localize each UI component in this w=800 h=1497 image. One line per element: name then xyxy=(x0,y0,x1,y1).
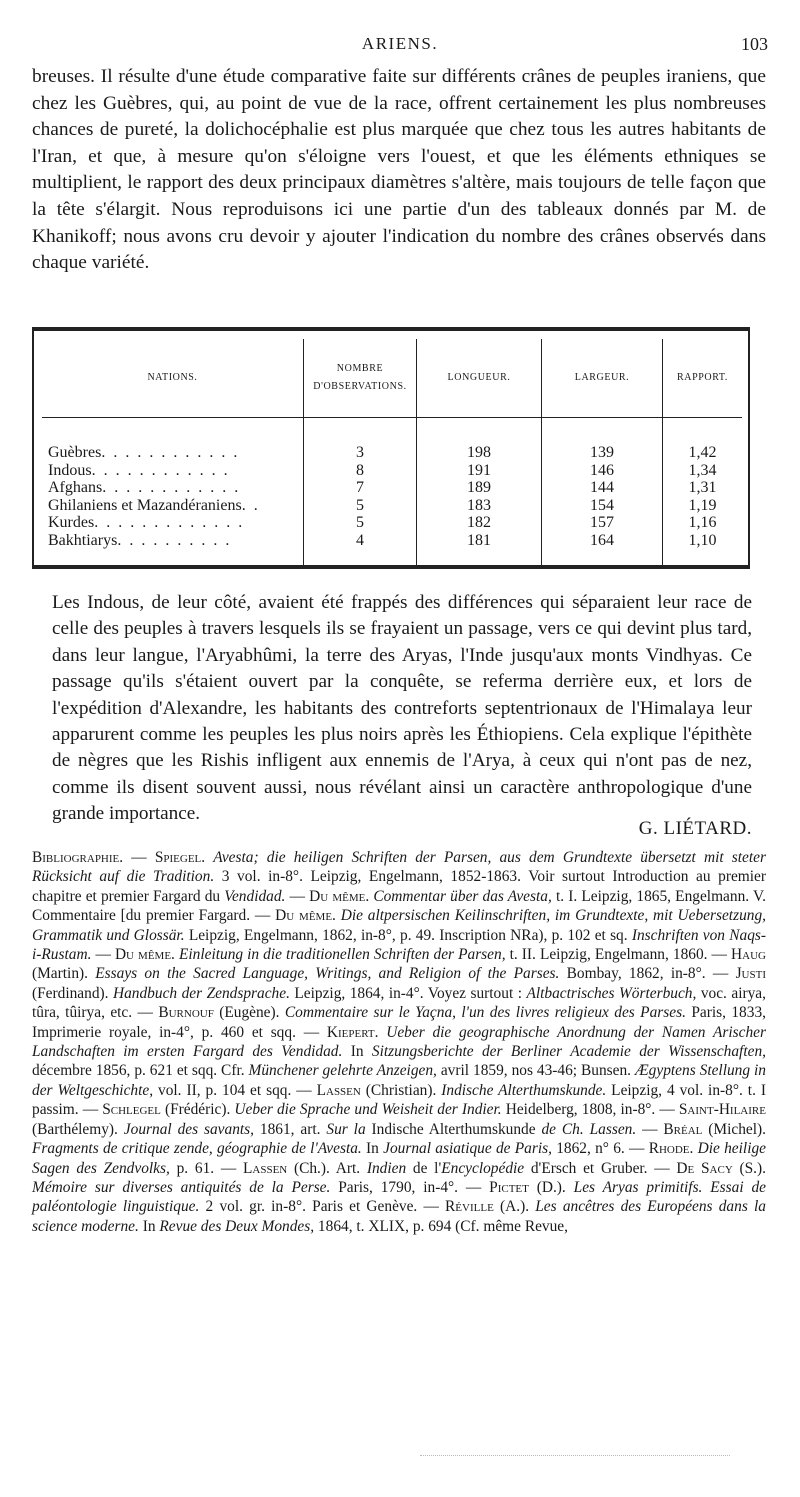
observations-value: 5 xyxy=(356,496,364,514)
bibliography-title: Handbuch der Zendsprache. xyxy=(112,984,290,1002)
column-largeur xyxy=(542,418,663,566)
bibliography-title: Les ancêtres des Européens dans la science moderne. xyxy=(32,1198,766,1235)
bibliography-author: Bréal xyxy=(663,1120,703,1138)
bibliography-text: In xyxy=(342,1043,372,1061)
nation-name: Ghilaniens et Mazandéraniens xyxy=(48,496,242,514)
bibliography-author: Rhode. xyxy=(648,1140,694,1158)
bibliography-text: (Michel). xyxy=(702,1120,766,1138)
rapport-value: 1,19 xyxy=(688,496,717,514)
rapport-value: 1,16 xyxy=(688,514,717,531)
bibliography-title: Altbactrisches Wörterbuch, xyxy=(526,984,697,1002)
bibliography-title: Mémoire sur diverses antiquités de la Perse. xyxy=(32,1178,331,1196)
bibliography-text: t. II. Leipzig, Engelmann, 1860. — xyxy=(505,946,732,964)
bibliography-author: Lassen xyxy=(242,1159,288,1177)
largeur-value: 157 xyxy=(590,514,614,531)
bibliography-text: (Christian). xyxy=(360,1081,442,1099)
nation-row xyxy=(48,444,302,462)
bibliography-author: Du même. xyxy=(309,887,370,905)
bibliography-author: Saint-Hilaire xyxy=(678,1101,766,1119)
page-header xyxy=(32,34,768,58)
nation-row xyxy=(48,514,302,532)
bibliography-title: Ueber die Sprache und Weisheit der Indier. xyxy=(234,1101,502,1119)
running-title: ARIENS. xyxy=(361,34,439,53)
bibliography-text: d'Ersch et Gruber. — xyxy=(524,1159,677,1177)
bibliography-author: Schlegel xyxy=(102,1101,161,1119)
bibliography-text: 1862, n° 6. — xyxy=(551,1140,649,1158)
longueur-value: 191 xyxy=(467,461,491,479)
bibliography-text: (Martin). xyxy=(32,965,96,983)
header-observations-line1: NOMBRE xyxy=(336,363,384,374)
bibliography-text: (Eugène). xyxy=(213,1004,285,1022)
bibliography-author: Burnouf xyxy=(158,1004,214,1022)
bibliography-text: de l' xyxy=(406,1159,442,1177)
bibliography-text: Indische Alterthumskunde xyxy=(365,1120,542,1138)
bibliography-author: Kiepert. xyxy=(326,1023,379,1041)
bibliography-title: Journal des savants, xyxy=(123,1120,254,1138)
rapport-value: 1,42 xyxy=(688,444,717,461)
bibliography-text: (A.). xyxy=(493,1198,536,1216)
bibliography-author: Haug xyxy=(731,946,766,964)
rapport-value: 1,31 xyxy=(688,479,717,496)
header-longueur: LONGUEUR. xyxy=(417,339,542,418)
bottom-bleed-line xyxy=(420,1455,730,1457)
bibliography-text: 1861, art. xyxy=(254,1120,327,1138)
bibliography-title: Ægyptens Stellung in der Weltgeschichte, xyxy=(32,1062,766,1099)
nation-name: Guèbres xyxy=(48,444,102,461)
column-nations xyxy=(42,418,304,566)
bibliography-text: In xyxy=(138,1217,160,1235)
nation-name: Kurdes xyxy=(48,514,95,531)
bibliography-title: de Ch. Lassen. xyxy=(541,1120,637,1138)
bibliography-title: Commentaire sur le Yaçna, l'un des livres religieux des Parses. xyxy=(284,1004,686,1022)
bibliography-title: Indien xyxy=(366,1159,407,1177)
rapport-value: 1,10 xyxy=(688,531,717,549)
bibliography-text: — xyxy=(123,849,155,866)
nation-row xyxy=(48,497,302,515)
bibliography-title: Revue des Deux Mondes, xyxy=(159,1217,315,1235)
header-largeur: LARGEUR. xyxy=(542,339,663,418)
bibliography-title: Inschriften von Naqs-i-Rustam. xyxy=(32,926,766,964)
bibliography-text: (Ch.). Art. xyxy=(287,1159,367,1177)
column-rapport xyxy=(663,418,743,566)
bibliography-author: Du même. xyxy=(275,907,336,925)
dot-leader: . . . . . . . . . . . . xyxy=(101,444,240,461)
bibliography-text: (D.). xyxy=(528,1178,574,1196)
bibliography-text: Leipzig, Engelmann, 1862, in-8°, p. 49. Inscription NRa), p. 102 et sq. xyxy=(184,926,632,944)
bibliography-text: Heidelberg, 1808, in-8°. — xyxy=(501,1101,679,1119)
bibliography-text: (Frédéric). xyxy=(160,1101,235,1119)
largeur-value: 144 xyxy=(590,479,614,496)
largeur-value: 146 xyxy=(590,461,614,479)
bibliography-text: — xyxy=(636,1120,664,1138)
bibliography-author: Justi xyxy=(735,965,766,983)
bibliography-title: Avesta; die heiligen Schriften der Parsen, aus dem Grundtexte übersetzt mit steter Rücksicht auf die Tradition. xyxy=(32,849,766,886)
bibliography-text: — xyxy=(285,887,310,905)
bibliography-text: (Barthélemy). xyxy=(32,1120,124,1138)
paragraph-indous: Les Indous, de leur côté, avaient été frappés des différences qui séparaient leur race de celle des peuples à travers lesquels ils se frayaient un passage, vers ce qui devint plus tard, dans leur langue, l'Aryabhûmi, la terre des Aryas, l'Inde jusqu'aux monts Vindhyas. Ce passage qu'ils s'étaient ouvert par la conquête, se referma derrière eux, et lors de l'expédition d'Alexandre, les habitants des contreforts septentrionaux de l'Himalaya leur apparurent comme les peuples les plus noirs après les Éthiopiens. Cela explique l'épithète de nègres que les Rishis infligent aux ennemis de l'Arya, à ceux qui n'ont pas de nez, comme ils disent souvent aussi, nous révélant ainsi un caractère anthropologique d'une grande importance. xyxy=(52,592,752,825)
bibliography-text: voc. airya, tûra, tûirya, etc. — xyxy=(32,984,766,1022)
bibliography-title: Les Aryas primitifs. Essai de paléontologie linguistique. xyxy=(32,1178,767,1216)
bibliography-author: Réville xyxy=(445,1198,494,1216)
bibliography-author: Lassen xyxy=(316,1081,361,1099)
largeur-value: 154 xyxy=(590,496,614,514)
table-body-row xyxy=(42,418,742,566)
bibliography-title: Indische Alterthumskunde. xyxy=(441,1081,607,1099)
nation-name: Afghans xyxy=(48,479,103,496)
bibliography-text: Leipzig, 4 vol. in-8°. t. I passim. — xyxy=(32,1081,766,1119)
bibliography-text: Paris, 1833, Imprimerie royale, in-4°, p. 460 et sqq. — xyxy=(32,1004,766,1041)
nation-name: Bakhtiarys xyxy=(48,531,118,549)
bibliography-text: In xyxy=(361,1140,384,1158)
longueur-value: 182 xyxy=(467,514,491,531)
bibliography-author: Du même. xyxy=(114,946,175,964)
bibliography-text: p. 61. — xyxy=(169,1159,243,1177)
bibliography-text: 3 vol. in-8°. Leipzig, Engelmann, 1852-1863. Voir surtout Introduction au premier chapitre et premier Fargard du xyxy=(32,868,766,905)
bibliography-title: Ueber die geographische Anordnung der Namen Arischer Landschaften im ersten Fargard des Vendidad. xyxy=(32,1023,766,1061)
bibliography xyxy=(32,848,766,1236)
bibliography-text: — xyxy=(91,946,115,964)
bibliography-title: Journal asiatique de Paris, xyxy=(383,1140,552,1158)
dot-leader: . . . . . . . . . . . . xyxy=(91,461,230,479)
nation-name: Indous xyxy=(48,461,92,479)
dot-leader: . . . . . . . . . . . . xyxy=(102,479,241,496)
dot-leader: . . xyxy=(241,496,260,514)
observations-value: 3 xyxy=(356,444,364,461)
paragraph-cranes: breuses. Il résulte d'une étude comparative faite sur différents crânes de peuples iraniens, que chez les Guèbres, qui, au point de vue de la race, offrent certainement les plus nombreuses chances de pureté, la dolichocéphalie est plus marquée que chez tous les autres habitants de l'Iran, et que, à mesure qu'on s'éloigne vers l'ouest, et que les éléments ethniques se multiplient, le rapport des deux principaux diamètres s'altère, mais toujours de telle façon que la tête s'élargit. Nous reproduisons ici une partie d'un des tableaux donnés par M. de Khanikoff; nous avons cru devoir y ajouter l'indication du nombre des crânes observés dans chaque variété. xyxy=(32,66,766,274)
bibliography-title: Einleitung in die traditionellen Schriften der Parsen, xyxy=(178,946,506,964)
bibliography-title: Essays on the Sacred Language, Writings, and Religion of the Parses. xyxy=(95,965,560,983)
observations-value: 8 xyxy=(356,461,364,479)
bibliography-title: Münchener gelehrte Anzeigen, xyxy=(248,1062,437,1080)
longueur-value: 198 xyxy=(467,444,491,461)
observations-value: 7 xyxy=(356,479,364,496)
dot-leader: . . . . . . . . . . xyxy=(117,531,232,549)
header-rapport: RAPPORT. xyxy=(663,339,743,418)
longueur-value: 183 xyxy=(467,496,491,514)
header-observations-line2: D'OBSERVATIONS. xyxy=(313,381,407,392)
header-observations xyxy=(304,339,417,418)
column-observations xyxy=(304,418,417,566)
rapport-value: 1,34 xyxy=(688,461,717,479)
bibliography-text: Leipzig, 1864, in-4°. Voyez surtout : xyxy=(289,984,527,1002)
bibliography-text: (Ferdinand). xyxy=(32,984,113,1002)
cranes-table xyxy=(42,339,742,565)
bibliography-title: Fragments de critique zende, géographie de l'Avesta. xyxy=(32,1140,362,1158)
bibliography-text: t. I. Leipzig, 1865, Engelmann. V. Commentaire [du premier Fargard. — xyxy=(32,887,766,925)
bibliography-text: avril 1859, nos 43-46; Bunsen. xyxy=(436,1062,635,1080)
column-longueur xyxy=(417,418,542,566)
table-header-row xyxy=(42,339,742,418)
page-number: 103 xyxy=(741,34,768,54)
bibliography-text: vol. II, p. 104 et sqq. — xyxy=(153,1081,317,1099)
nation-row xyxy=(48,462,302,480)
bibliography-author: Bibliographie. xyxy=(32,849,124,866)
nation-row xyxy=(48,532,302,550)
bibliography-text: 2 vol. gr. in-8°. Paris et Genève. — xyxy=(199,1198,446,1216)
bibliography-title: Commentar über das Avesta, xyxy=(373,887,552,905)
bibliography-title: Die heilige Sagen des Zendvolks, xyxy=(32,1140,766,1177)
bibliography-text: Bombay, 1862, in-8°. — xyxy=(559,965,736,983)
largeur-value: 164 xyxy=(590,531,614,549)
bibliography-text: 1864, t. XLIX, p. 694 (Cf. même Revue, xyxy=(314,1217,568,1235)
author-signature: G. LIÉTARD. xyxy=(638,818,752,839)
observations-value: 4 xyxy=(356,531,364,549)
dot-leader: . . . . . . . . . . . . . xyxy=(94,514,245,531)
bibliography-text: décembre 1856, p. 621 et sqq. Cfr. xyxy=(32,1062,249,1080)
largeur-value: 139 xyxy=(590,444,614,461)
cranes-table-frame xyxy=(32,327,750,569)
longueur-value: 181 xyxy=(467,531,491,549)
nation-row xyxy=(48,479,302,497)
bibliography-text: Paris, 1790, in-4°. — xyxy=(330,1178,490,1196)
bibliography-title: Encyclopédie xyxy=(441,1159,525,1177)
observations-value: 5 xyxy=(356,514,364,531)
bibliography-title: Sur la xyxy=(326,1120,366,1138)
bibliography-title: Sitzungsberichte der Berliner Academie der Wissenschaften, xyxy=(371,1043,766,1061)
bibliography-author: Pictet xyxy=(489,1178,529,1196)
bibliography-text: (S.). xyxy=(732,1159,767,1177)
longueur-value: 189 xyxy=(467,479,491,496)
bibliography-title: Die altpersischen Keilinschriften, im Grundtexte, mit Uebersetzung, Grammatik und Glossär. xyxy=(32,907,767,944)
bibliography-title: Vendidad. xyxy=(224,887,286,905)
bibliography-author: De Sacy xyxy=(676,1159,733,1177)
bibliography-author: Spiegel. xyxy=(154,849,206,866)
header-nations: NATIONS. xyxy=(42,339,304,418)
